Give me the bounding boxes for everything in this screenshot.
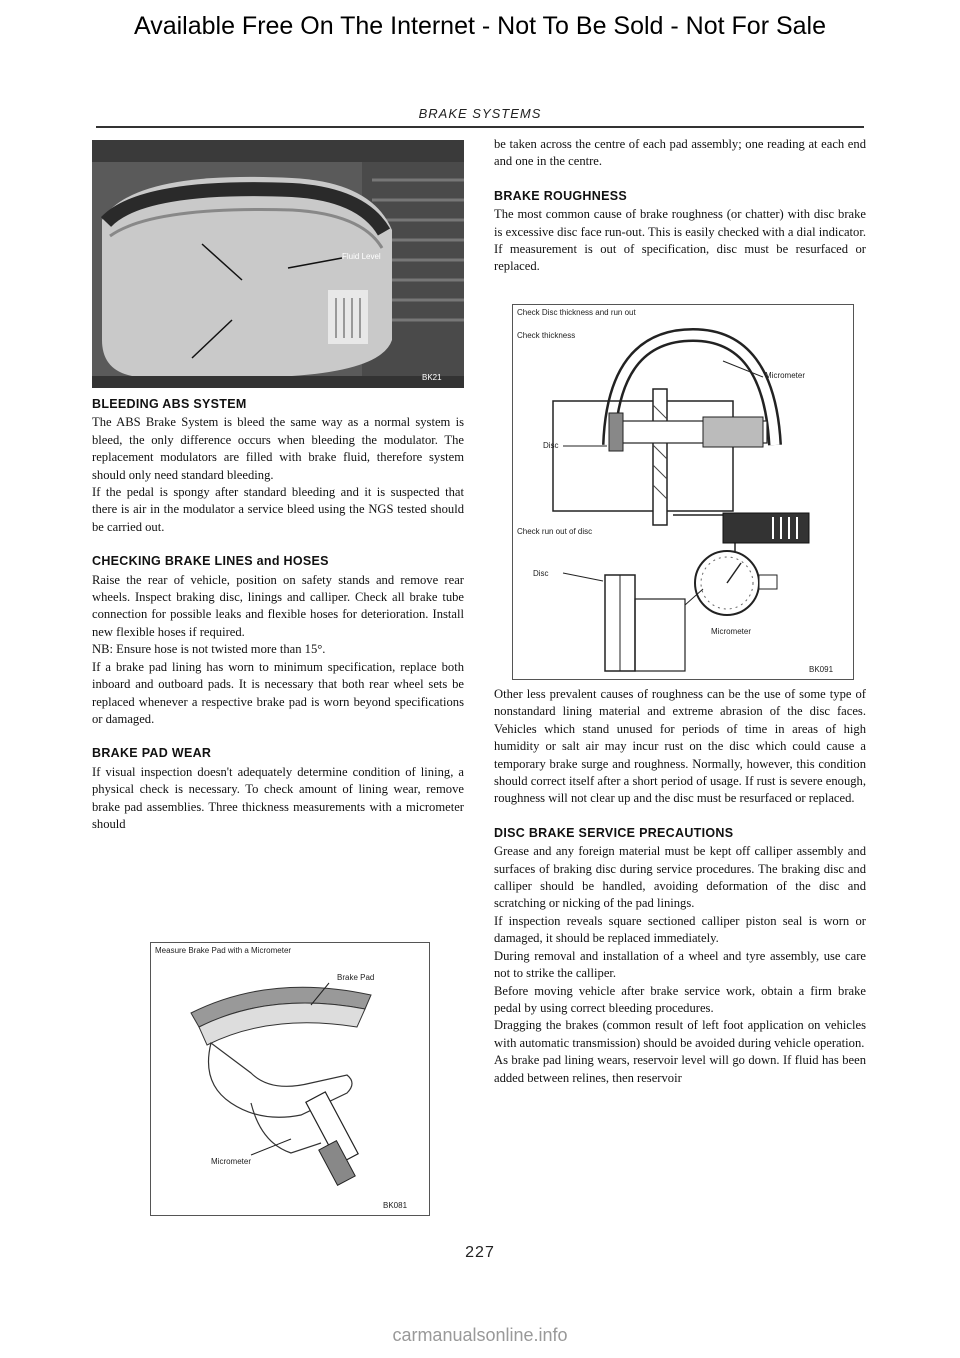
fluid-level-label: Fluid Level xyxy=(342,252,381,261)
watermark-banner: Available Free On The Internet - Not To Be Sold - Not For Sale xyxy=(133,12,827,40)
disc-bottom-label: Disc xyxy=(533,569,549,578)
checking-paragraph-3: If a brake pad lining has worn to minimum specification, replace both inboard and outboard pads. It is necessary that both rear wheel sets be replaced whenever a respective brake pad is worn beyond specifications or damaged. xyxy=(92,659,464,726)
abs-reservoir-photo xyxy=(92,140,464,388)
section-title: BRAKE SYSTEMS xyxy=(418,106,542,121)
fig-disc-title: Check Disc thickness and run out xyxy=(517,308,636,317)
brake-pad-label: Brake Pad xyxy=(337,973,375,982)
micrometer-top-label: Micrometer xyxy=(765,371,806,380)
fig-disc-code: BK091 xyxy=(809,665,834,674)
pad-wear-paragraph: If visual inspection doesn't adequately determine condition of lining, a physical check is necessary. To check amount of lining wear, remove brake pad assemblies. Three thickness measurements with a micrometer should xyxy=(92,764,464,831)
source-watermark: carmanualsonline.info xyxy=(392,1325,568,1345)
precautions-paragraph-1: Grease and any foreign material must be kept off calliper assembly and surfaces of braking disc during service procedures. The braking disc and calliper should be handled, avoiding deformation of the disc and scratching or nicking of the pad linings. xyxy=(494,844,866,911)
check-thickness-label: Check thickness xyxy=(517,331,576,340)
precautions-paragraph-5: Dragging the brakes (common result of left foot application on vehicles with automatic transmission) should be avoided during vehicle operation. xyxy=(494,1018,866,1050)
page-number: 227 xyxy=(465,1244,495,1261)
header-rule xyxy=(96,126,864,128)
bleeding-paragraph-1: The ABS Brake System is bleed the same way as a normal system is bleed, the only difference occurs when bleeding the modulator. The replacement modulators are filled with brake fluid, therefore system should only need standard bleeding. xyxy=(92,415,464,482)
fig-pad-title: Measure Brake Pad with a Micrometer xyxy=(155,946,292,955)
bleeding-paragraph-2: If the pedal is spongy after standard bleeding and it is suspected that there is air in the modulator a service bleed using the NGS tested should be carried out. xyxy=(92,485,464,534)
checking-note: NB: Ensure hose is not twisted more than 15°. xyxy=(92,642,326,657)
photo-code: BK21 xyxy=(422,373,442,382)
precautions-heading: DISC BRAKE SERVICE PRECAUTIONS xyxy=(494,825,734,840)
roughness-paragraph-1: The most common cause of brake roughness (or chatter) with disc brake is excessive disc face run-out. This is easily checked with a dial indicator. If measurement is out of specification, disc must be resurfaced or replaced. xyxy=(494,207,866,274)
precautions-paragraph-6: As brake pad lining wears, reservoir level will go down. If fluid has been added between relines, then reservoir xyxy=(494,1053,866,1085)
checking-lines-heading: CHECKING BRAKE LINES and HOSES xyxy=(92,554,329,569)
reservoir-illustration xyxy=(92,140,464,388)
bleeding-abs-heading: BLEEDING ABS SYSTEM xyxy=(92,397,247,411)
brake-roughness-heading: BRAKE ROUGHNESS xyxy=(494,188,627,203)
pad-measure-continued: be taken across the centre of each pad assembly; one reading at each end and one in the centre. xyxy=(494,137,866,169)
precautions-paragraph-3: During removal and installation of a wheel and tyre assembly, use care not to strike the calliper. xyxy=(494,948,866,981)
runout-label: Check run out of disc xyxy=(517,527,593,536)
left-column xyxy=(92,396,464,833)
pad-wear-heading: BRAKE PAD WEAR xyxy=(92,746,212,761)
precautions-paragraph-4: Before moving vehicle after brake service work, obtain a firm brake pedal by using correct bleeding procedures. xyxy=(494,983,866,1015)
checking-paragraph-1: Raise the rear of vehicle, position on safety stands and remove rear wheels. Inspect braking disc, linings and calliper. Check all brake tube connection for possible leaks and flexible hoses for deterioration. Install new flexible hoses if required. xyxy=(92,572,464,639)
figure-measure-brake-pad xyxy=(150,942,430,1216)
micrometer-bottom-label: Micrometer xyxy=(711,627,752,636)
fig-pad-code: BK081 xyxy=(383,1201,408,1210)
roughness-paragraph-2: Other less prevalent causes of roughness can be the use of some type of nonstandard lining material and extreme abrasion of the disc faces. Vehicles which stand unused for periods of time in areas of high humidity or salt air may incur rust on the disc which could cause a temporary brake surge and roughness. Normally, however, this condition should correct itself after a short period of usage. If rust is severe enough, roughness will not clear up and the disc must be resurfaced or replaced. xyxy=(494,687,866,806)
disc-top-label: Disc xyxy=(543,441,559,450)
right-column-bottom xyxy=(494,686,866,1087)
brake-pad-illustration xyxy=(151,943,429,1215)
disc-measurement-illustration xyxy=(513,305,853,679)
micrometer-label: Micrometer xyxy=(211,1157,252,1166)
right-column-top xyxy=(494,136,866,276)
figure-disc-thickness-runout xyxy=(512,304,854,680)
precautions-paragraph-2: If inspection reveals square sectioned calliper piston seal is worn or damaged, it should be replaced immediately. xyxy=(494,913,866,946)
